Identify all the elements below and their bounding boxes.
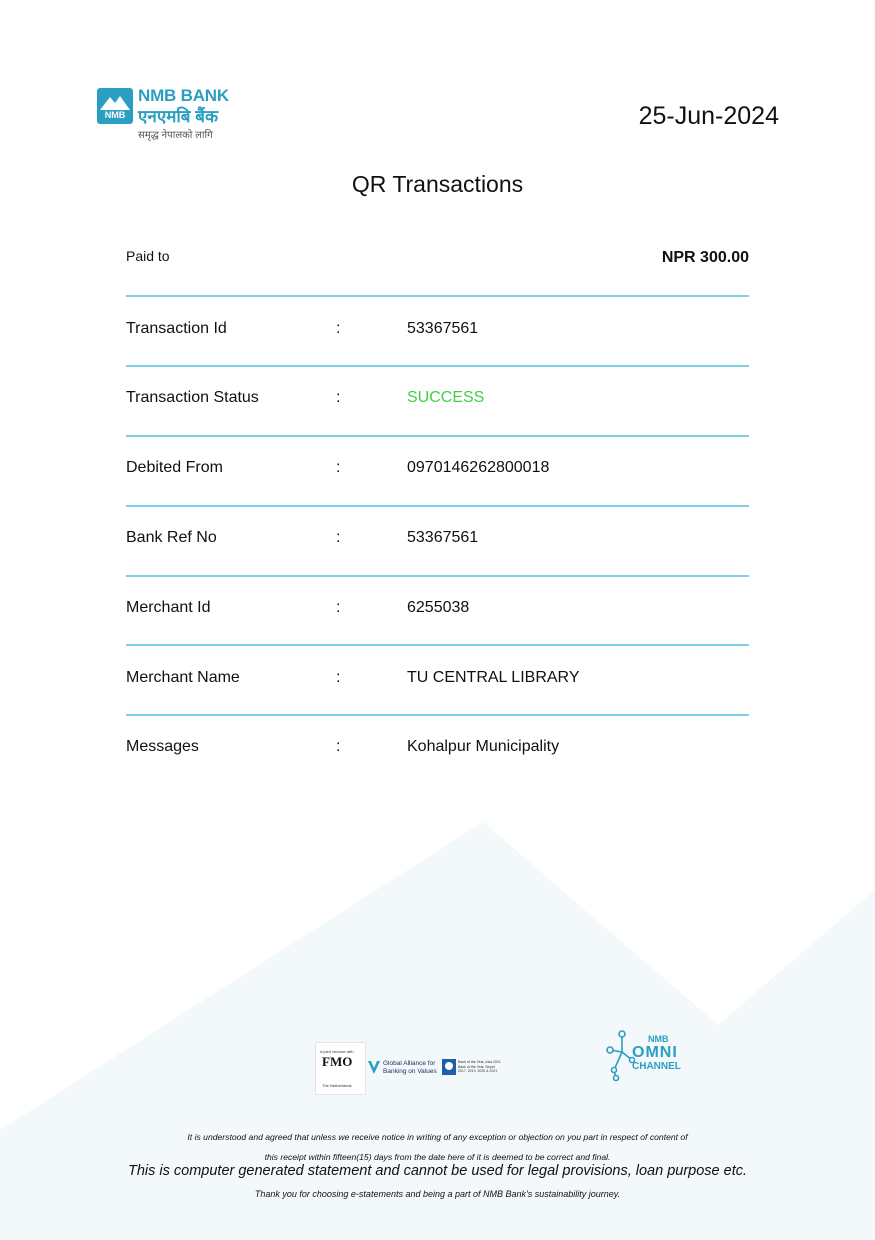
award-badge: Bank of the Year, Asia 2021 Bank of the Year, Nepal 2017, 2019, 2020 & 2021 xyxy=(442,1059,512,1077)
disclaimer: It is understood and agreed that unless we receive notice in writing of any exception or objection on you part in respect of content of this receipt within fifteen(15) days from the date here of it is deemed to be correct and final. xyxy=(187,1132,688,1162)
merchant-id-value: 6255038 xyxy=(407,599,470,616)
merchant-name-label: Merchant Name xyxy=(126,669,240,686)
bank-ref-no-value: 53367561 xyxy=(407,529,479,546)
divider xyxy=(126,295,749,297)
merchant-name-value: TU CENTRAL LIBRARY xyxy=(407,669,580,686)
divider xyxy=(126,505,749,507)
transaction-status-value: SUCCESS xyxy=(407,389,485,406)
debited-from-label: Debited From xyxy=(126,459,223,476)
thank-you-note: Thank you for choosing e-statements and being a part of NMB Bank's sustainability journey. xyxy=(254,1189,621,1199)
divider xyxy=(126,575,749,577)
gabv-icon xyxy=(367,1058,381,1076)
statement-notice: This is computer generated statement and cannot be used for legal provisions, loan purpose etc. xyxy=(127,1163,748,1179)
mountain-icon: NMB xyxy=(97,88,133,124)
gabv-logo: Global Alliance for Banking on Values xyxy=(367,1058,439,1080)
debited-from-value: 0970146262800018 xyxy=(407,459,550,476)
divider xyxy=(126,644,749,646)
transaction-id-value: 53367561 xyxy=(407,320,479,337)
messages-label: Messages xyxy=(126,738,199,755)
fmo-logo: A joint venture with FMO The Netherlands xyxy=(315,1042,366,1095)
divider xyxy=(126,435,749,437)
separator: : xyxy=(336,389,341,406)
separator: : xyxy=(336,599,341,616)
partner-logos xyxy=(315,1042,515,1094)
statement-date: 25-Jun-2024 xyxy=(638,102,779,130)
separator: : xyxy=(336,459,341,476)
divider xyxy=(126,365,749,367)
separator: : xyxy=(336,738,341,755)
merchant-id-label: Merchant Id xyxy=(126,599,211,616)
nmb-bank-logo xyxy=(97,86,227,144)
messages-value: Kohalpur Municipality xyxy=(407,738,560,755)
page-title: QR Transactions xyxy=(351,171,524,197)
separator: : xyxy=(336,529,341,546)
logo-text-np: एनएमबि बैंक xyxy=(138,107,218,126)
separator: : xyxy=(336,320,341,337)
award-icon xyxy=(442,1059,456,1075)
logo-text-en: NMB BANK xyxy=(138,86,229,105)
bank-ref-no-label: Bank Ref No xyxy=(126,529,217,546)
amount-value: NPR 300.00 xyxy=(661,249,749,266)
divider xyxy=(126,714,749,716)
transaction-status-label: Transaction Status xyxy=(126,389,259,406)
transaction-id-label: Transaction Id xyxy=(126,320,227,337)
nmb-omni-channel-logo: NMB OMNI CHANNEL xyxy=(604,1030,694,1082)
paid-to-label: Paid to xyxy=(126,248,170,264)
separator: : xyxy=(336,669,341,686)
logo-tagline: समृद्ध नेपालको लागि xyxy=(138,130,213,141)
